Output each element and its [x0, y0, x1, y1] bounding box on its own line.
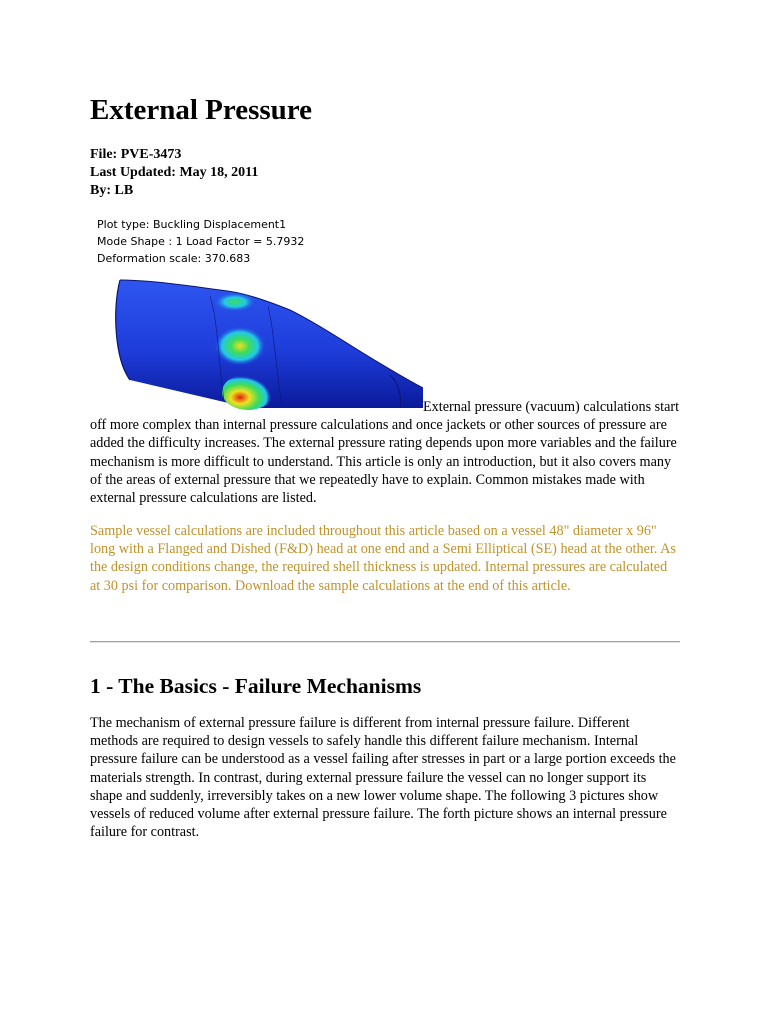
section-paragraph: The mechanism of external pressure failure is different from internal pressure failure. Different methods are required to design vessels to safely handle this different failure mechanism. Internal pressure failure can be understood as a vessel failing after stresses in part or a large portion exceeds the materials strength. In contrast, during external pressure failure the vessel can no longer support its shape and suddenly, irreversibly takes on a new lower volume shape. The following 3 pictures show vessels of reduced volume after external pressure failure. The forth picture shows an internal pressure failure for contrast.	[90, 715, 676, 841]
author: By: LB	[90, 183, 134, 198]
plot-type-label: Plot type: Buckling Displacement1	[97, 218, 287, 231]
article-meta	[90, 146, 258, 200]
sample-vessel-note: Sample vessel calculations are included throughout this article based on a vessel 48" diameter x 96" long with a Flanged and Dished (F&D) head at one end and a Semi Elliptical (SE) head at the other. As the design conditions change, the required shell thickness is updated. Internal pressures are calculated at 30 psi for comparison. Download the sample calculations at the end of this article.	[90, 523, 676, 594]
buckling-plot-image	[90, 210, 423, 413]
intro-paragraph	[90, 398, 680, 507]
buckle-lobe-top	[213, 292, 257, 312]
last-updated: Last Updated: May 18, 2011	[90, 165, 259, 180]
horizontal-rule	[90, 641, 680, 643]
mode-shape-label: Mode Shape : 1 Load Factor = 5.7932	[97, 235, 305, 248]
page-title: External Pressure	[90, 94, 313, 126]
buckle-lobe-middle	[214, 326, 266, 366]
intro-text: External pressure (vacuum) calculations start off more complex than internal pressure calculations and once jackets or other sources of pressure are added the difficulty increases. The external pressure rating depends upon more variables and the failure mechanism is more difficult to understand. This article is only an introduction, but it also covers many of the areas of external pressure that we repeatedly have to explain. Common mistakes made with external pressure calculations are listed.	[90, 399, 680, 507]
file-id: File: PVE-3473	[90, 147, 182, 162]
deformation-scale-label: Deformation scale: 370.683	[97, 252, 251, 265]
section-heading: 1 - The Basics - Failure Mechanisms	[90, 674, 422, 698]
